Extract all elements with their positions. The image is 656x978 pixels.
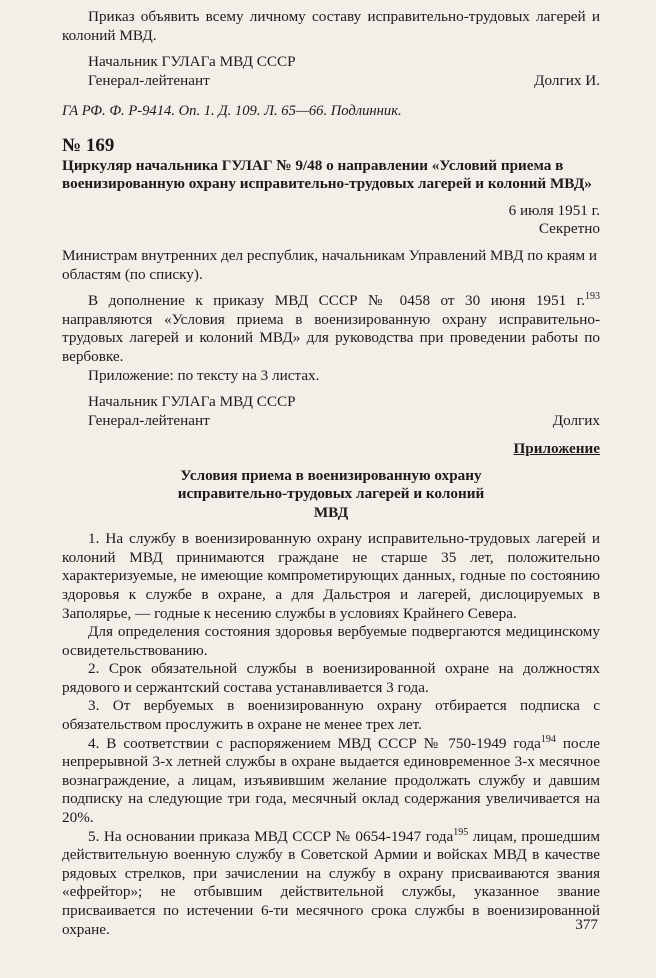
archive-source: ГА РФ. Ф. Р-9414. Оп. 1. Д. 109. Л. 65—66. Подлинник. bbox=[62, 103, 402, 120]
document-date: 6 июля 1951 г. bbox=[508, 201, 600, 219]
page-number: 377 bbox=[575, 916, 598, 933]
item-4-text-end: после непрерывной 3-х летней службы в охране выдается единовременное 3-х месячное вознаграждение, а лицам, изъявившим желание продолжать службу и давшим подписку на следующие три года, месячный оклад содержания увеличивается на 20%. bbox=[62, 734, 600, 827]
document-body bbox=[62, 292, 600, 366]
document-number: № 169 bbox=[62, 134, 115, 156]
appendix-item-4 bbox=[62, 735, 600, 828]
order-text: Приказ объявить всему личному составу исправительно-трудовых лагерей и колоний МВД. bbox=[62, 8, 600, 44]
appendix-item-2: 2. Срок обязательной службы в военизированной охране на должностях рядового и сержантский состава устанавливается 3 года. bbox=[62, 660, 600, 696]
document-classification: Секретно bbox=[538, 220, 600, 238]
signature-title: Начальник ГУЛАГа МВД СССР bbox=[88, 393, 296, 411]
appendix-item-1-note: Для определения состояния здоровья вербуемые подвергаются медицинскому освидетельствованию. bbox=[62, 623, 600, 659]
signature-name: Долгих bbox=[552, 411, 600, 429]
appendix-label: Приложение bbox=[513, 440, 600, 458]
footnote-ref-194: 194 bbox=[540, 733, 556, 745]
item-4-text-start: 4. В соответствии с распоряжением МВД СССР № 750-1949 года bbox=[88, 734, 541, 752]
signature-name: Долгих И. bbox=[534, 71, 600, 89]
body-text-start: В дополнение к приказу МВД СССР № 0458 от 30 июня 1951 г. bbox=[88, 292, 585, 310]
addressee: Министрам внутренних дел республик, начальникам Управлений МВД по краям и областям (по списку). bbox=[62, 246, 598, 283]
appendix-item-3: 3. От вербуемых в военизированную охрану отбирается подписка с обязательством прослужить в охране не менее трех лет. bbox=[62, 697, 600, 734]
signature-rank: Генерал-лейтенант bbox=[88, 411, 210, 429]
item-5-text-start: 5. На основании приказа МВД СССР № 0654-1947 года bbox=[88, 827, 454, 845]
footnote-ref-195: 195 bbox=[453, 826, 469, 838]
appendix-item-5 bbox=[62, 828, 600, 940]
body-text-end: направляются «Условия приема в военизированную охрану исправительно-трудовых лагерей и колоний МВД» для руководства при проведении работы по вербовке. bbox=[62, 310, 600, 365]
attachment-note: Приложение: по тексту на 3 листах. bbox=[88, 366, 320, 384]
item-5-text-end: лицам, прошедшим действительную военную службу в Советской Армии и войсках МВД в качестве рядовых стрелков, при зачислении на службу в охрану присваиваются звания «ефрейтор»; не отбывшим действительной службы, указанное звание присваивается по истечении 6-ти месячного срока службы в военизированной охране. bbox=[62, 827, 600, 938]
signature-block-2 bbox=[62, 393, 600, 430]
signature-block-1 bbox=[62, 53, 600, 90]
signature-title: Начальник ГУЛАГа МВД СССР bbox=[88, 53, 296, 71]
appendix-title: Условия приема в военизированную охрану исправительно-трудовых лагерей и колоний МВД bbox=[177, 466, 485, 521]
signature-rank: Генерал-лейтенант bbox=[88, 71, 210, 89]
document-title: Циркуляр начальника ГУЛАГ № 9/48 о направлении «Условий приема в военизированную охрану исправительно-трудовых лагерей и колоний МВД» bbox=[62, 156, 592, 193]
footnote-ref-193: 193 bbox=[585, 291, 600, 303]
appendix-item-1: 1. На службу в военизированную охрану исправительно-трудовых лагерей и колоний МВД принимаются граждане не старше 35 лет, положительно характеризуемые, не имеющие компрометирующих данных, годные по состоянию здоровья к службе в охране, а для Дальстроя и лагерей, дислоцируемых в Заполярье, — годные к несению службы в условиях Крайнего Севера. bbox=[62, 530, 600, 622]
